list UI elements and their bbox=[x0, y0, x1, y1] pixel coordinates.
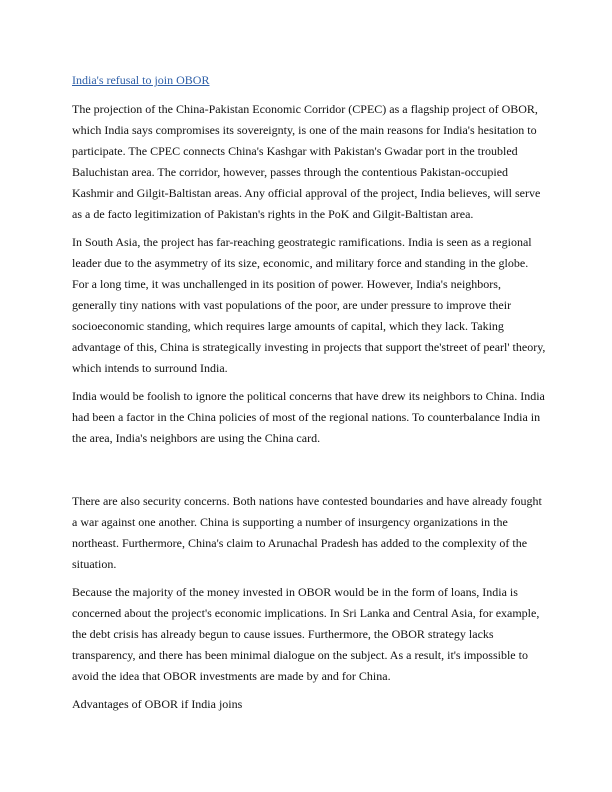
subheading-advantages: Advantages of OBOR if India joins bbox=[72, 697, 243, 711]
paragraph-geostrategic: In South Asia, the project has far-reaching geostrategic ramifications. India is seen as a regional leader due to the asymmetry of its size, economic, and military force and standing in the globe. For a long time, it was unchallenged in its position of power. However, India's neighbors, generally tiny nations with vast populations of the poor, are under pressure to improve their socioeconomic standing, which requires large amounts of capital, which they lack. Taking advantage of this, China is strategically investing in projects that support the'street of pearl' theory, which intends to surround India. bbox=[72, 235, 546, 375]
paragraph-economic: Because the majority of the money invested in OBOR would be in the form of loans, India is concerned about the project's economic implications. In Sri Lanka and Central Asia, for example, the debt crisis has already begun to cause issues. Furthermore, the OBOR strategy lacks transparency, and there has been minimal dialogue on the subject. As a result, it's impossible to avoid the idea that OBOR investments are made by and for China. bbox=[72, 585, 540, 683]
blank-space bbox=[72, 456, 547, 491]
heading-link[interactable]: India's refusal to join OBOR bbox=[72, 73, 210, 87]
paragraph-cpec: The projection of the China-Pakistan Economic Corridor (CPEC) as a flagship project of OBOR, which India says compromises its sovereignty, is one of the main reasons for India's hesitation to participate. The CPEC connects China's Kashgar with Pakistan's Gwadar port in the troubled Baluchistan area. The corridor, however, passes through the contentious Pakistan-occupied Kashmir and Gilgit-Baltistan areas. Any official approval of the project, India believes, will serve as a de facto legitimization of Pakistan's rights in the PoK and Gilgit-Baltistan area. bbox=[72, 102, 541, 221]
document-body bbox=[72, 70, 547, 715]
paragraph-political: India would be foolish to ignore the political concerns that have drew its neighbors to China. India had been a factor in the China policies of most of the regional nations. To counterbalance India in the area, India's neighbors are using the China card. bbox=[72, 389, 545, 445]
paragraph-security: There are also security concerns. Both nations have contested boundaries and have already fought a war against one another. China is supporting a number of insurgency organizations in the northeast. Furthermore, China's claim to Arunachal Pradesh has added to the complexity of the situation. bbox=[72, 494, 542, 571]
